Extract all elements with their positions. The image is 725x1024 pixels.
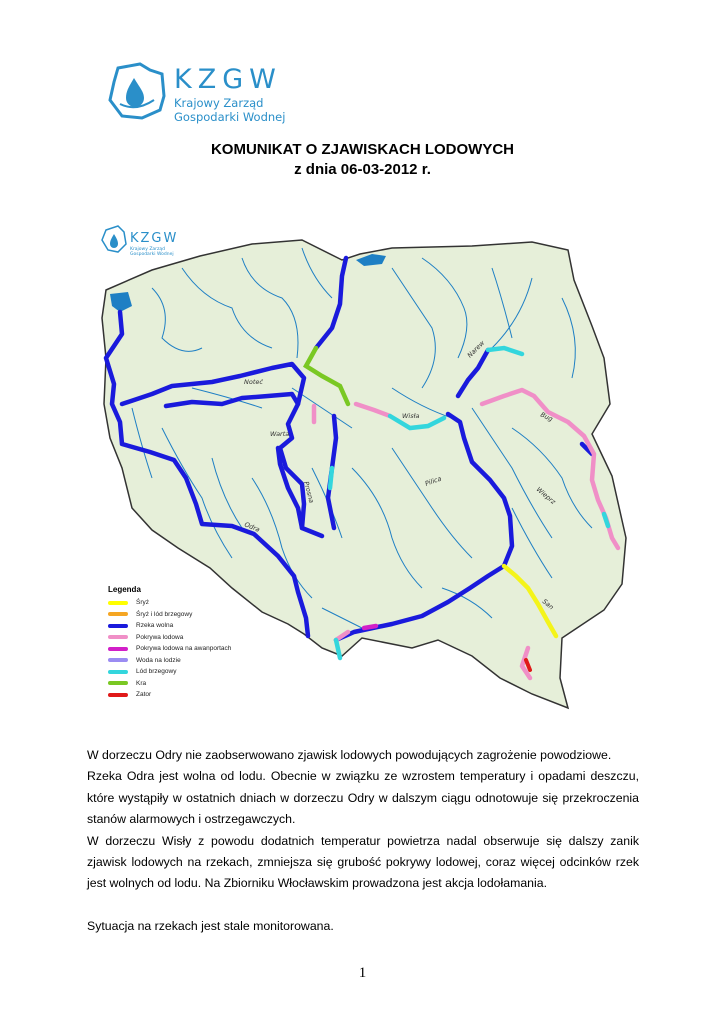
legend-swatch bbox=[108, 635, 128, 639]
legend-item bbox=[108, 597, 238, 609]
legend-swatch bbox=[108, 681, 128, 685]
page-date: z dnia 06-03-2012 r. bbox=[294, 161, 431, 178]
legend-label: Śryż bbox=[136, 599, 149, 607]
legend-item bbox=[108, 655, 238, 667]
legend-item bbox=[108, 632, 238, 644]
label-narew: Narew bbox=[465, 339, 487, 360]
report-body bbox=[87, 745, 639, 937]
logo-letters: KZGW bbox=[174, 64, 282, 95]
legend-swatch bbox=[108, 693, 128, 697]
paragraph-wisla: W dorzeczu Wisły z powodu dodatnich temperatur powietrza nadal obserwuje się dalszy zanik zjawisk lodowych na rzekach, zmniejsza się grubość pokrywy lodowej, coraz więcej odcinków rzek jest wolnych od lodu. Na Zbiorniku Włocławskim prowadzona jest akcja lodołamania. bbox=[87, 833, 639, 891]
legend-item bbox=[108, 678, 238, 690]
label-bug: Bug bbox=[539, 410, 555, 424]
legend-item bbox=[108, 689, 238, 701]
shore-ice-warta-mid bbox=[330, 468, 332, 488]
legend-swatch bbox=[108, 647, 128, 651]
legend-item bbox=[108, 643, 238, 655]
map-logo-line-2: Gospodarki Wodnej bbox=[130, 252, 174, 257]
label-prosna: Prosna bbox=[302, 480, 316, 504]
map-logo bbox=[102, 226, 178, 257]
legend-item bbox=[108, 620, 238, 632]
paragraph-odra-line-1: W dorzeczu Odry nie zaobserwowano zjawisk lodowych powodujących zagrożenie powodziowe. bbox=[87, 748, 612, 762]
paragraph-monitoring: Sytuacja na rzekach jest stale monitorowana. bbox=[87, 918, 334, 933]
label-pilica: Pilica bbox=[423, 474, 443, 488]
kzgw-logo-icon bbox=[104, 60, 168, 124]
label-san: San bbox=[540, 597, 556, 612]
page-title: KOMUNIKAT O ZJAWISKACH LODOWYCH bbox=[210, 141, 515, 158]
legend-label: Rzeka wolna bbox=[136, 622, 174, 630]
legend-swatch bbox=[108, 658, 128, 662]
legend-label: Śryż i lód brzegowy bbox=[136, 610, 193, 618]
legend-label: Lód brzegowy bbox=[136, 668, 177, 676]
legend-label: Kra bbox=[136, 679, 147, 687]
label-warta: Warta bbox=[270, 430, 290, 438]
legend-swatch bbox=[108, 612, 128, 616]
map-logo-line-1: Krajowy Zarząd bbox=[130, 247, 166, 252]
legend-swatch bbox=[108, 670, 128, 674]
logo-line-1: Krajowy Zarząd bbox=[174, 96, 264, 110]
legend-label: Pokrywa lodowa bbox=[136, 633, 184, 641]
page-number: 1 bbox=[358, 965, 367, 981]
legend-swatch bbox=[108, 624, 128, 628]
map-legend bbox=[108, 585, 238, 701]
logo-line-2: Gospodarki Wodnej bbox=[174, 110, 286, 124]
kzgw-logo bbox=[104, 60, 304, 130]
legend-title: Legenda bbox=[108, 585, 141, 594]
outport-ice bbox=[364, 626, 376, 628]
paragraph-odra-rest: Rzeka Odra jest wolna od lodu. Obecnie w związku ze wzrostem temperatury i opadami deszczu, które wystąpiły w ostatnich dniach w dorzeczu Odry w dalszym ciągu odnotowuje się przekroczenia stanów alarmowych i ostrzegawczych. bbox=[87, 769, 639, 827]
legend-swatch bbox=[108, 601, 128, 605]
legend-label: Zator bbox=[136, 691, 152, 699]
label-wisla: Wisła bbox=[402, 412, 420, 420]
label-odra: Odra bbox=[243, 520, 261, 534]
label-wieprz: Wieprz bbox=[534, 485, 558, 506]
map-logo-letters: KZGW bbox=[130, 231, 179, 246]
header bbox=[0, 140, 725, 180]
legend-label: Woda na lodzie bbox=[136, 656, 181, 664]
label-notec: Noteć bbox=[244, 378, 263, 386]
legend-label: Pokrywa lodowa na awanportach bbox=[136, 645, 232, 653]
legend-item bbox=[108, 666, 238, 678]
legend-item bbox=[108, 609, 238, 621]
